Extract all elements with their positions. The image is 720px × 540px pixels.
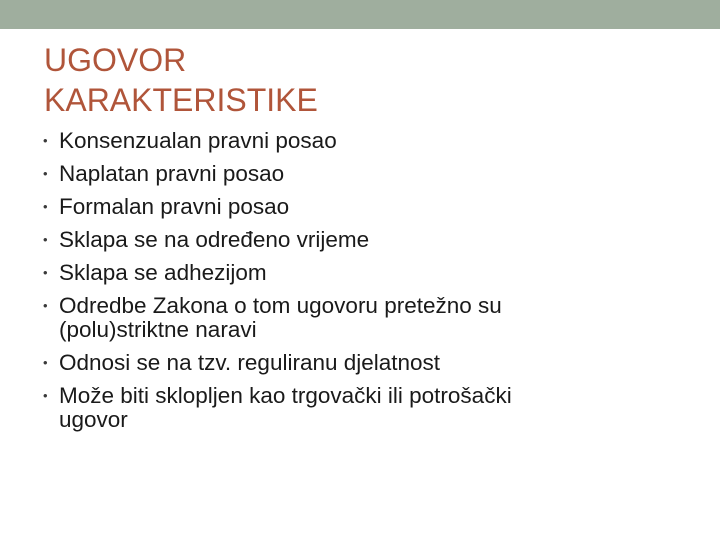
list-item [43, 292, 683, 343]
bullet-dot-icon: • [43, 355, 48, 370]
slide-title [44, 40, 684, 120]
bullet-dot-icon: • [43, 298, 48, 313]
top-accent-bar [0, 0, 720, 29]
bullet-text: Može biti sklopljen kao trgovački ili potrošački [59, 383, 512, 408]
list-item [43, 382, 683, 433]
list-item [43, 349, 683, 376]
bullet-dot-icon: • [43, 199, 48, 214]
list-item [43, 226, 683, 253]
bullet-text: Odnosi se na tzv. reguliranu djelatnost [59, 350, 441, 375]
list-item [43, 193, 683, 220]
bullet-text: Konsenzualan pravni posao [59, 128, 337, 153]
bullet-dot-icon: • [43, 166, 48, 181]
slide-title-line-2: KARAKTERISTIKE [44, 82, 318, 118]
bullet-text: Sklapa se na određeno vrijeme [59, 227, 370, 252]
bullet-text-continuation: ugovor [59, 407, 128, 432]
list-item [43, 127, 683, 154]
list-item [43, 259, 683, 286]
bullet-text: Sklapa se adhezijom [59, 260, 267, 285]
slide-title-line-1: UGOVOR [44, 42, 187, 78]
bullet-list [43, 127, 683, 439]
bullet-dot-icon: • [43, 265, 48, 280]
bullet-text: Formalan pravni posao [59, 194, 290, 219]
list-item [43, 160, 683, 187]
bullet-text: Naplatan pravni posao [59, 161, 285, 186]
bullet-text: Odredbe Zakona o tom ugovoru pretežno su [59, 293, 502, 318]
bullet-dot-icon: • [43, 133, 48, 148]
bullet-dot-icon: • [43, 388, 48, 403]
bullet-dot-icon: • [43, 232, 48, 247]
bullet-text-continuation: (polu)striktne naravi [59, 317, 257, 342]
